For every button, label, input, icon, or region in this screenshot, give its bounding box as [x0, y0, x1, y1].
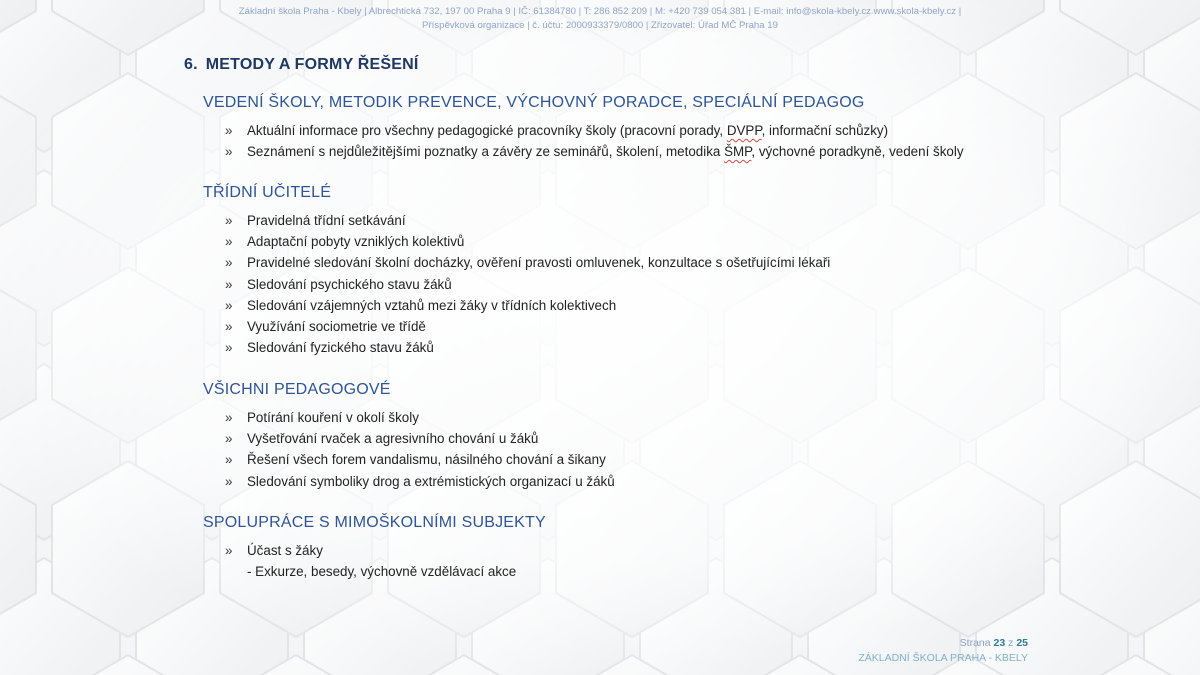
item-text: , výchovné poradkyně, vedení školy	[751, 144, 964, 160]
list-item	[203, 231, 830, 252]
page-label: Strana	[959, 637, 991, 649]
group-class-teachers	[203, 184, 830, 358]
item-text: Sledování psychického stavu žáků	[247, 276, 452, 292]
list-item	[203, 252, 830, 273]
page-header	[140, 5, 1060, 33]
bullet-list	[203, 120, 964, 162]
item-text: Vyšetřování rvaček a agresivního chování u žáků	[247, 431, 539, 447]
item-text: Adaptační pobyty vzniklých kolektivů	[247, 234, 465, 250]
item-text: Potírání kouření v okolí školy	[247, 410, 419, 425]
bullet-mark: »	[225, 452, 233, 468]
list-item	[203, 295, 830, 316]
list-item	[203, 449, 615, 470]
bullet-mark: »	[225, 123, 233, 138]
group-heading: VŠICHNI PEDAGOGOVÉ	[203, 381, 391, 398]
item-text: Sledování vzájemných vztahů mezi žáky v třídních kolektivech	[247, 297, 617, 313]
section-number: 6.	[184, 56, 198, 73]
page-of: z	[1008, 637, 1014, 649]
bullet-mark: »	[225, 319, 233, 335]
item-text: Řešení všech forem vandalismu, násilného chování a šikany	[247, 452, 606, 468]
spellcheck-underlined-word: DVPP	[726, 123, 762, 138]
group-management	[203, 94, 964, 162]
bullet-list	[203, 210, 830, 358]
item-text: Pravidelné sledování školní docházky, ověření pravosti omluvenek, konzultace s ošetřujícími lékaři	[247, 255, 831, 271]
item-text: Seznámení s nejdůležitějšími poznatky a závěry ze seminářů, školení, metodika	[247, 144, 725, 160]
header-contact-line: Základní škola Praha - Kbely | Albrechtická 732, 197 00 Praha 9 | IČ: 61384780 | T: 286 852 209 | M: +420 739 054 381 | E-mail: info@skola-kbely.cz www.skola-kbely.cz |	[238, 6, 962, 17]
bullet-list	[203, 540, 546, 561]
item-text: Aktuální informace pro všechny pedagogické pracovníky školy (pracovní porady,	[247, 123, 727, 138]
group-external-cooperation	[203, 514, 546, 582]
page-current: 23	[993, 637, 1006, 649]
group-heading: VEDENÍ ŠKOLY, METODIK PREVENCE, VÝCHOVNÝ PORADCE, SPECIÁLNÍ PEDAGOG	[203, 94, 865, 111]
bullet-list	[203, 407, 615, 492]
list-item	[203, 471, 615, 492]
section-title-text: METODY A FORMY ŘEŠENÍ	[205, 56, 419, 73]
bullet-mark: »	[225, 543, 233, 558]
section-title	[184, 56, 419, 74]
item-text: Pravidelná třídní setkávání	[247, 213, 406, 228]
list-item	[203, 407, 615, 428]
bullet-mark: »	[225, 234, 233, 250]
list-item	[203, 540, 546, 561]
list-item	[203, 141, 964, 162]
list-item	[203, 274, 830, 295]
bullet-mark: »	[225, 213, 233, 228]
page-number	[858, 636, 1028, 651]
bullet-mark: »	[225, 340, 233, 356]
bullet-mark: »	[225, 473, 233, 489]
page-total: 25	[1016, 637, 1028, 649]
group-all-teachers	[203, 381, 615, 492]
bullet-mark: »	[225, 255, 233, 271]
list-item	[203, 428, 615, 449]
bullet-mark: »	[225, 431, 233, 447]
list-item	[203, 210, 830, 231]
bullet-mark: »	[225, 297, 233, 313]
item-text: , informační schůzky)	[761, 123, 889, 138]
list-item	[203, 337, 830, 358]
footer-school-name: ZÁKLADNÍ ŠKOLA PRAHA - KBELY	[858, 652, 1028, 664]
item-text: Využívání sociometrie ve třídě	[247, 319, 426, 335]
group-heading: SPOLUPRÁCE S MIMOŠKOLNÍMI SUBJEKTY	[203, 514, 546, 531]
bullet-mark: »	[225, 276, 233, 292]
bullet-mark: »	[225, 410, 233, 425]
bullet-mark: »	[225, 144, 233, 160]
group-heading: TŘÍDNÍ UČITELÉ	[203, 184, 332, 201]
item-text: Účast s žáky	[247, 543, 323, 558]
header-organization-line: Příspěvková organizace | č. účtu: 2000933379/0800 | Zřizovatel: Úřad MČ Praha 19	[422, 20, 778, 31]
item-text: Sledování fyzického stavu žáků	[247, 340, 434, 356]
spellcheck-underlined-word: ŠMP	[724, 144, 752, 160]
list-item	[203, 120, 964, 141]
item-text: Sledování symboliky drog a extrémistických organizací u žáků	[247, 473, 615, 489]
list-item	[203, 316, 830, 337]
sub-item-text: - Exkurze, besedy, výchovně vzdělávací akce	[247, 564, 517, 580]
page-footer	[858, 636, 1028, 666]
